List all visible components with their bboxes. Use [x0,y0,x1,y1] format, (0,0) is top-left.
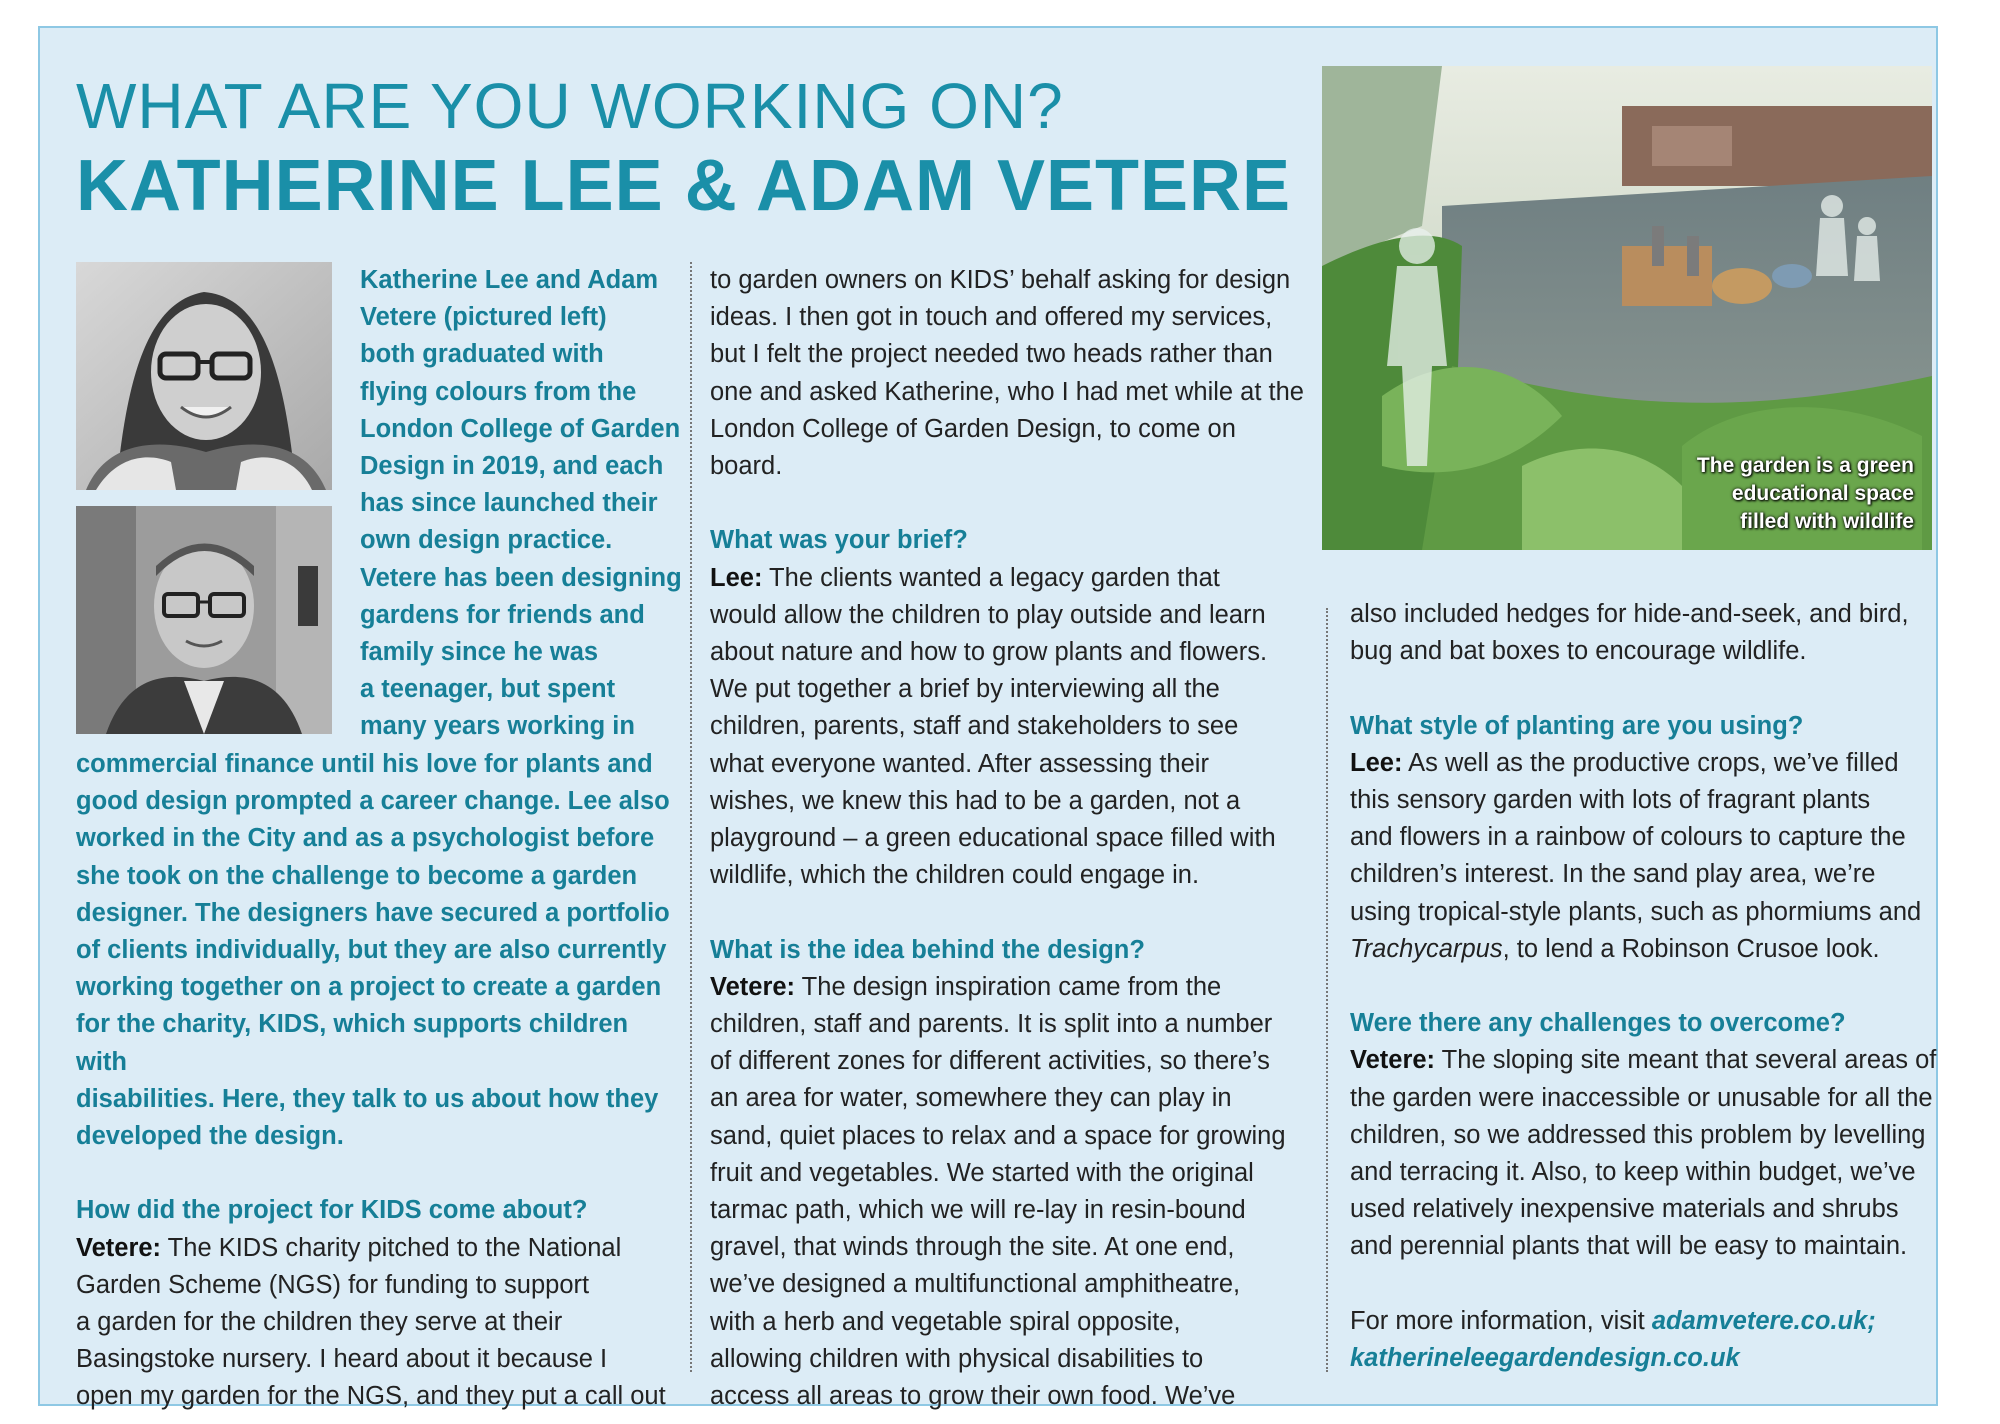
answer-line: The design inspiration came from the [795,972,1222,1001]
intro-line: disabilities. Here, they talk to us about how they [76,1084,659,1113]
answer-line: ideas. I then got in touch and offered my services, [710,303,1273,332]
intro-line: both graduated with [360,340,604,369]
intro-line: many years working in [360,712,635,741]
answer-line: sand, quiet places to relax and a space for growing [710,1121,1286,1150]
intro-line: working together on a project to create a garden [76,973,662,1002]
question-heading: How did the project for KIDS come about? [76,1196,588,1225]
link-adamvetere[interactable]: adamvetere.co.uk; [1651,1306,1876,1335]
answer-line: bug and bat boxes to encourage wildlife. [1350,637,1807,666]
answer-line: also included hedges for hide-and-seek, and bird, [1350,600,1909,628]
intro-line: developed the design. [76,1122,344,1151]
answer-line: this sensory garden with lots of fragrant plants [1350,786,1871,814]
answer-line: about nature and how to grow plants and flowers. [710,638,1268,667]
answer-line: of different zones for different activities, so there’s [710,1047,1270,1076]
answer-line: wildlife, which the children could engage in. [710,861,1200,890]
speaker-label: Lee: [1350,748,1403,777]
portrait-katherine-lee [76,262,332,490]
answer-line: , to lend a Robinson Crusoe look. [1502,934,1880,963]
answer-line: a garden for the children they serve at their [76,1308,563,1337]
intro-line: worked in the City and as a psychologist before [76,824,655,853]
answer-line: Basingstoke nursery. I heard about it because I [76,1345,608,1374]
intro-beside-photos [360,262,682,746]
intro-line: London College of Garden [360,414,681,443]
answer-line: We put together a brief by interviewing all the [710,675,1220,704]
answer-line: gravel, that winds through the site. At one end, [710,1233,1235,1262]
intro-line: she took on the challenge to become a garden [76,861,638,890]
garden-illustration [1322,66,1932,550]
speaker-label: Vetere: [76,1233,162,1262]
column-3 [1350,596,1940,1377]
column-1 [76,746,676,1416]
answer-line: wishes, we knew this had to be a garden, not a [710,786,1241,815]
question-heading: What is the idea behind the design? [710,935,1145,964]
intro-line: of clients individually, but they are also currently [76,936,667,965]
answer-line: children, staff and parents. It is split into a number [710,1010,1273,1039]
answer-line: open my garden for the NGS, and they put a call out [76,1382,666,1411]
answer-line: London College of Garden Design, to come on board. [710,414,1236,481]
intro-line: for the charity, KIDS, which supports children with [76,1010,629,1076]
intro-line: Katherine Lee and Adam [360,266,659,294]
more-info-label: For more information, visit [1350,1306,1652,1335]
answer-line: playground – a green educational space filled with [710,824,1276,853]
intro-line: flying colours from the [360,377,637,406]
answer-line: children, parents, staff and stakeholders to see [710,712,1239,741]
answer-line: children’s interest. In the sand play area, we’re [1350,860,1876,889]
question-heading: Were there any challenges to overcome? [1350,1009,1846,1038]
answer-line: what everyone wanted. After assessing their [710,749,1209,778]
intro-line: a teenager, but spent [360,675,616,704]
intro-line: Design in 2019, and each [360,452,664,481]
answer-line: As well as the productive crops, we’ve filled [1402,748,1899,777]
speaker-label: Lee: [710,563,763,592]
intro-line: has since launched their [360,489,658,518]
intro-line: designer. The designers have secured a portfolio [76,898,670,927]
column-divider [1326,608,1328,1372]
answer-line: fruit and vegetables. We started with the original [710,1158,1254,1187]
answer-line: using tropical-style plants, such as phormiums and [1350,897,1922,926]
intro-line: gardens for friends and [360,600,645,629]
portrait-adam-vetere [76,506,332,734]
intro-line: family since he was [360,638,599,667]
answer-line: and flowers in a rainbow of colours to capture the [1350,823,1906,852]
answer-line: and terracing it. Also, to keep within budget, we’ve [1350,1158,1916,1187]
column-2 [710,262,1310,1415]
answer-line: an area for water, somewhere they can play in [710,1084,1232,1113]
answer-line: Garden Scheme (NGS) for funding to support [76,1270,590,1299]
answer-line: one and asked Katherine, who I had met while at the [710,377,1304,406]
intro-line: Vetere has been designing [360,563,682,592]
headline: KATHERINE LEE & ADAM VETERE [76,146,1292,226]
question-heading: What was your brief? [710,526,968,555]
answer-line: with a herb and vegetable spiral opposite, [710,1307,1181,1336]
italic-plant-name: Trachycarpus [1350,934,1503,963]
answer-line: used relatively inexpensive materials and shrubs [1350,1195,1899,1224]
answer-line: allowing children with physical disabilities to [710,1344,1204,1373]
intro-line: commercial finance until his love for plants and [76,750,653,778]
intro-line: Vetere (pictured left) [360,303,607,332]
answer-line: The KIDS charity pitched to the National [161,1233,622,1262]
answer-line: and perennial plants that will be easy to maintain. [1350,1232,1908,1261]
intro-line: own design practice. [360,526,613,555]
answer-line: access all areas to grow their own food. We’ve [710,1382,1236,1411]
link-katherineleegardendesign[interactable]: katherineleegardendesign.co.uk [1350,1344,1740,1373]
answer-line: children, so we addressed this problem by levelling [1350,1120,1926,1149]
column-divider [690,262,692,1372]
speaker-label: Vetere: [1350,1046,1436,1075]
answer-line: tarmac path, which we will re-lay in resin-bound [710,1196,1246,1225]
question-heading: What style of planting are you using? [1350,711,1804,740]
photo-caption: The garden is a green educational space filled with wildlife [1696,454,1914,533]
answer-line: but I felt the project needed two heads rather than [710,340,1273,369]
answer-line: would allow the children to play outside and learn [710,600,1266,629]
answer-line: we’ve designed a multifunctional amphitheatre, [710,1270,1241,1299]
answer-line: to garden owners on KIDS’ behalf asking for design [710,266,1291,294]
answer-line: the garden were inaccessible or unusable for all the [1350,1083,1933,1112]
speaker-label: Vetere: [710,972,796,1001]
answer-line: The sloping site meant that several areas of [1435,1046,1937,1075]
intro-line: good design prompted a career change. Lee also [76,787,670,816]
answer-line: The clients wanted a legacy garden that [762,563,1220,592]
kicker-title: WHAT ARE YOU WORKING ON? [76,70,1064,142]
